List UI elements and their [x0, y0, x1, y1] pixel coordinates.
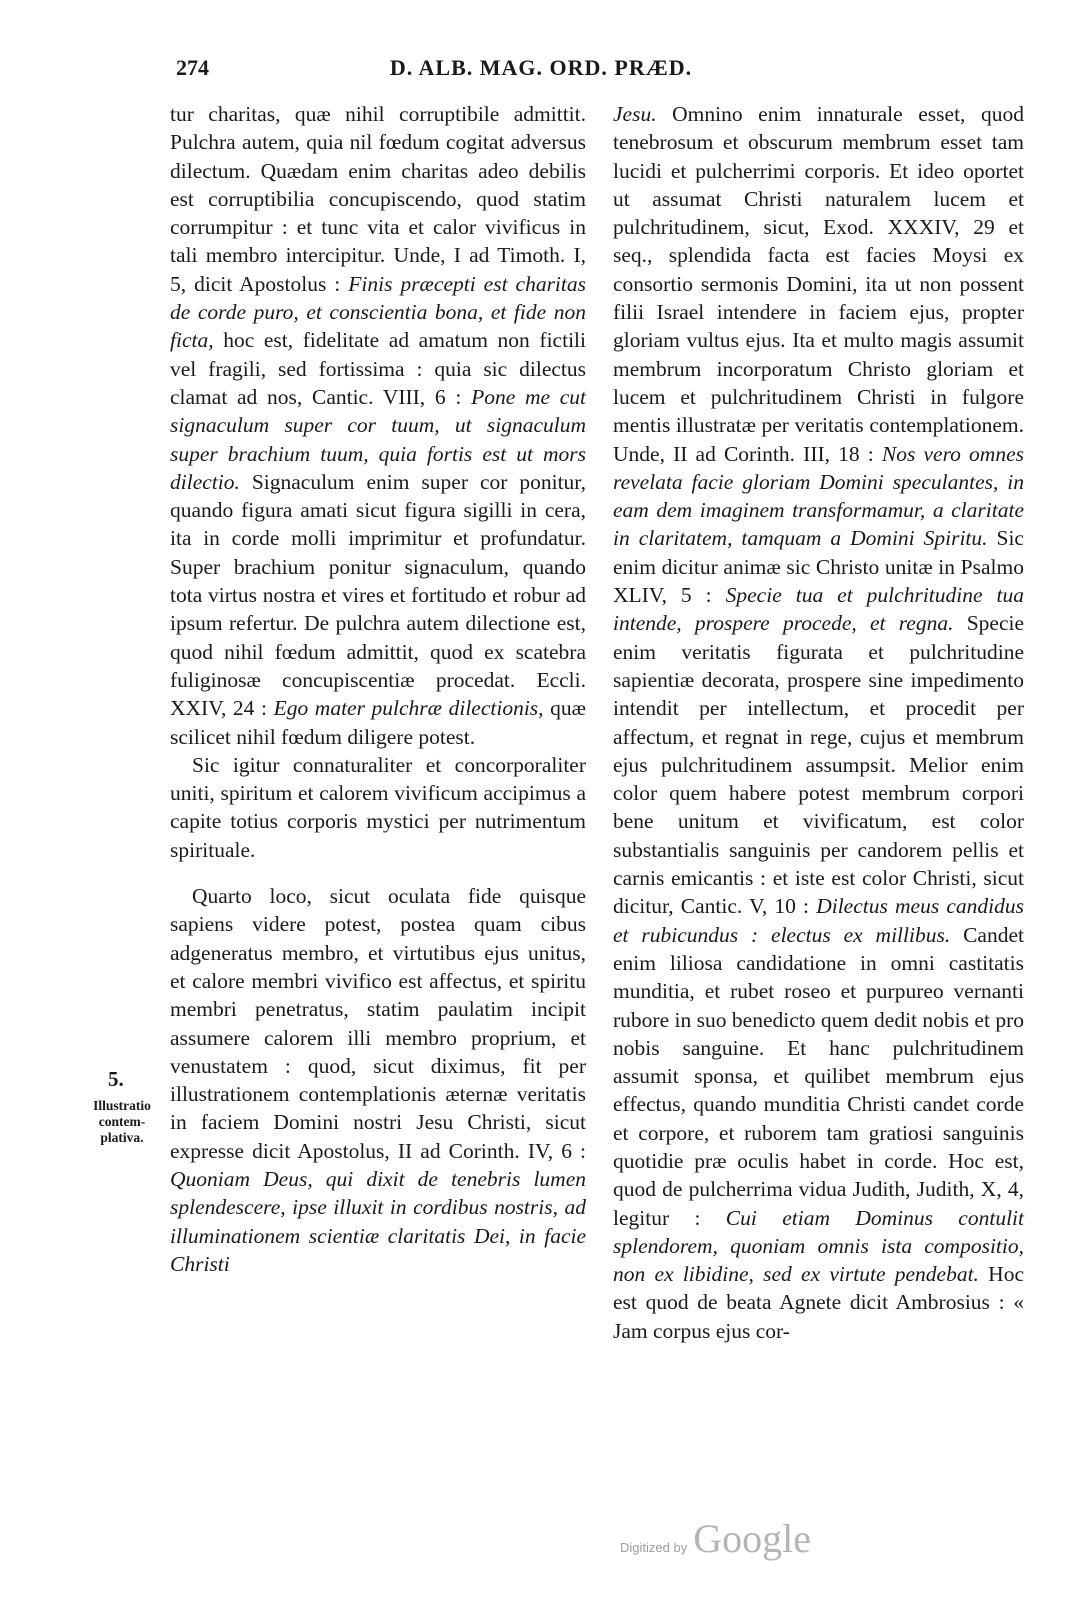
paragraph: [170, 100, 586, 751]
margin-note: Illustratio contem-plativa.: [93, 1098, 151, 1145]
left-column: [170, 100, 586, 1278]
body-text: Sic enim dicitur animæ sic Christo unitæ in Psalmo XLIV, 5 :: [613, 526, 1024, 608]
paragraph-gap: [170, 864, 586, 882]
page-number: 274: [176, 55, 209, 80]
scripture-quote: Cui etiam Dominus contulit splendorem, quoniam omnis ista compositio, non ex libidine, sed ex virtute pendebat.: [613, 1205, 1024, 1287]
scripture-quote: Jesu.: [613, 102, 657, 126]
paragraph: [170, 882, 586, 1278]
google-logo: Google: [693, 1516, 811, 1561]
body-text: tur charitas, quæ nihil corruptibile admittit. Pulchra autem, quia nil fœdum cogitat adversus dilectum. Quædam enim charitas adeo debilis est corruptibilia concupiscendo, quod statim corrumpitur : et tunc vita et calor vivificus in tali membro intercipitur. Unde, I ad Timoth. I, 5, dicit Apostolus :: [170, 102, 586, 296]
scripture-quote: Finis præcepti est charitas de corde puro, et conscientia bona, et fide non ficta,: [170, 271, 586, 353]
scripture-quote: Pone me cut signaculum super cor tuum, ut signaculum super brachium tuum, quia fortis est ut mors dilectio.: [170, 384, 587, 494]
body-text: Hoc est quod de beata Agnete dicit Ambrosius : « Jam corpus ejus cor-: [613, 1262, 1024, 1343]
body-text: Signaculum enim super cor ponitur, quando figura amati sicut figura sigilli in cera, ita in corde molli imprimitur et profundatur. Super brachium ponitur signaculum, quando tota virtus nostra et vires et fortitudo et robur ad ipsum refertur. De pulchra autem dilectione est, quod nihil fœdum admittit, quod ex scatebra fuliginosæ concupiscentiæ procedat. Eccli. XXIV, 24 :: [170, 469, 586, 721]
body-text: Quarto loco, sicut oculata fide quisque sapiens videre potest, postea quam cibus adgeneratus membro, et virtutibus ejus unitus, et calore membri vivifico est affectus, et spiritu membri penetratus, statim paulatim incipit assumere calorem illi membro proprium, et venustatem : quod, sicut diximus, fit per illustrationem contemplationis æternæ veritatis in faciem Domini nostri Jesu Christi, sicut expresse dicit Apostolus, II ad Corinth. IV, 6 :: [170, 884, 586, 1163]
body-text: Sic igitur connaturaliter et concorporaliter uniti, spiritum et calorem vivificum accipimus a capite totius corporis mystici per nutrimentum spirituale.: [170, 752, 586, 862]
scripture-quote: Ego mater pulchræ dilectionis,: [273, 696, 544, 721]
paragraph: [170, 751, 586, 864]
body-text: hoc est, fidelitate ad amatum non fictili vel fragili, sed fortissima : quia sic dilectus clamat ad nos, Cantic. VIII, 6 :: [170, 328, 586, 409]
scripture-quote: Specie tua et pulchritudine tua intende, prospere procede, et regna.: [613, 583, 1024, 636]
scripture-quote: Dilectus meus candidus et rubicundus : electus ex millibus.: [613, 894, 1024, 947]
body-text: Specie enim veritatis figurata et pulchritudine sapientiæ decorata, prospere sine impedimento intendit per intellectum, et procedit per affectum, et regnat in rege, cujus et membrum ejus pulchritudinem assumpsit. Melior enim color quem habere potest membrum corpori bene unitum et vivificatum, est color substantialis sanguinis per candorem pellis et carnis emicantis : et iste est color Christi, sicut dicitur, Cantic. V, 10 :: [613, 611, 1024, 919]
paragraph: [613, 100, 1024, 1345]
body-text: Candet enim liliosa candidatione in omni castitatis munditia, et rubet roseo et purpureo vernanti rubore in suo benedicto quem dedit nobis et pro nobis sanguine. Et hanc pulchritudinem assumit sponsa, et quilibet membrum ejus effectus, quando munditia Christi candet corde et corpore, et ruborem tam gratiosi sanguinis quotidie præ oculis habet in corde. Hoc est, quod de pulcherrima vidua Judith, Judith, X, 4, legitur :: [613, 922, 1024, 1230]
digitized-by-text: Digitized by: [620, 1540, 688, 1555]
right-column: [613, 100, 1024, 1345]
scripture-quote: Quoniam Deus, qui dixit de tenebris lumen splendescere, ipse illuxit in cordibus nostris, ad illuminationem scientiæ claritatis Dei, in facie Christi: [170, 1166, 586, 1276]
body-text: Omnino enim innaturale esset, quod tenebrosum et obscurum membrum esset tam lucidi et pulcherrimi corporis. Et ideo oportet ut assumat Christi naturalem lucem et pulchritudinem, sicut, Exod. XXXIV, 29 et seq., splendida facta est facies Moysi ex consortio sermonis Domini, ita ut non possent filii Israel intendere in faciem ejus, propter gloriam vultus ejus. Ita et multo magis assumit membrum incorporatum Christo gloriam et lucem et pulchritudinem Christi in fulgore mentis illustratæ per veritatis contemplationem. Unde, II ad Corinth. III, 18 :: [613, 102, 1024, 466]
section-number: 5.: [108, 1067, 124, 1091]
running-title: D. ALB. MAG. ORD. PRÆD.: [389, 55, 693, 80]
body-text: quæ scilicet nihil fœdum diligere potest.: [170, 696, 586, 749]
scripture-quote: Nos vero omnes revelata facie gloriam Domini speculantes, in eam dem imaginem transformamur, a claritate in claritatem, tamquam a Domini Spiritu.: [613, 441, 1024, 551]
digitized-watermark: [620, 1515, 811, 1562]
